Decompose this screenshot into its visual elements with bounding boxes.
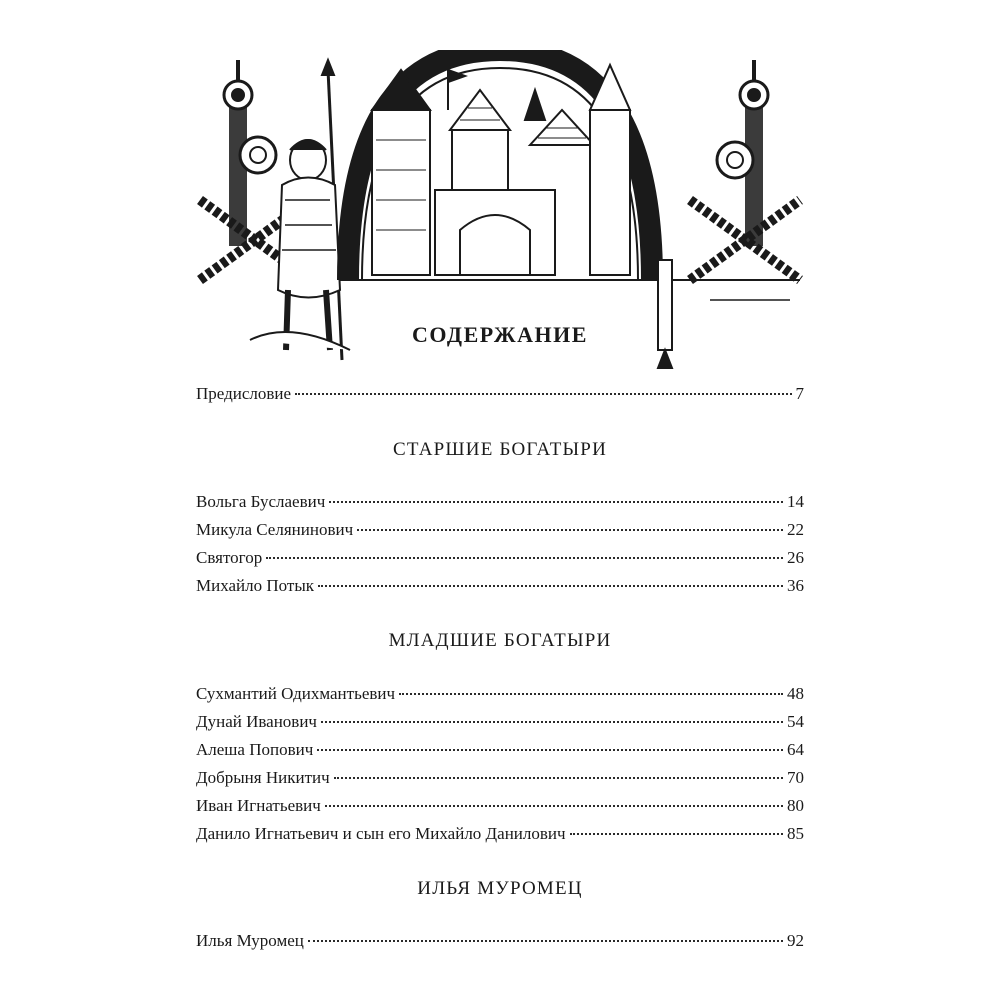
toc-entry-title: Святогор — [196, 548, 263, 567]
section-heading: ИЛЬЯ МУРОМЕЦ — [417, 878, 583, 899]
toc-entry-title: Микула Селянинович — [196, 520, 354, 539]
section-heading: СТАРШИЕ БОГАТЫРИ — [393, 439, 607, 460]
toc-entry[interactable] — [196, 576, 804, 602]
dot-leader — [318, 584, 783, 587]
dot-leader — [266, 556, 783, 559]
toc-entry-title: Михайло Потык — [196, 576, 315, 595]
toc-entry-title: Данило Игнатьевич и сын его Михайло Данилович — [196, 824, 566, 843]
toc-entry-title: Добрыня Никитич — [196, 768, 330, 787]
toc-entry[interactable] — [196, 824, 804, 850]
toc-entry-title: Алеша Попович — [196, 740, 314, 759]
toc-entry[interactable] — [196, 548, 804, 574]
toc-entry-title: Илья Муромец — [196, 931, 304, 950]
warrior-figure-icon — [250, 60, 350, 360]
toc-entry-page: 54 — [787, 712, 804, 731]
dot-leader — [308, 939, 783, 942]
dot-leader — [325, 804, 783, 807]
toc-entry-title: Предисловие — [196, 384, 292, 403]
section-heading: МЛАДШИЕ БОГАТЫРИ — [388, 630, 612, 651]
toc-entry-page: 80 — [787, 796, 804, 815]
dot-leader — [317, 748, 783, 751]
toc-entry-title: Иван Игнатьевич — [196, 796, 321, 815]
toc-entry-title: Сухмантий Одихмантьевич — [196, 684, 396, 703]
toc-entry[interactable] — [196, 768, 804, 794]
toc-entry-page: 7 — [795, 384, 804, 403]
toc-entry-page: 36 — [787, 576, 804, 595]
dot-leader — [321, 720, 783, 723]
toc-entry[interactable] — [196, 684, 804, 710]
toc-entry[interactable] — [196, 712, 804, 738]
toc-entry-page: 26 — [787, 548, 804, 567]
toc-entry-page: 85 — [787, 824, 804, 843]
toc-entry[interactable] — [196, 931, 804, 957]
dot-leader — [357, 528, 783, 531]
dot-leader — [334, 776, 783, 779]
toc-entry[interactable] — [196, 520, 804, 546]
toc-entry-page: 22 — [787, 520, 804, 539]
toc-entry-title: Дунай Иванович — [196, 712, 317, 731]
toc-entry-page: 70 — [787, 768, 804, 787]
dot-leader — [329, 500, 783, 503]
toc-entry-page: 14 — [787, 492, 804, 511]
toc-entry[interactable] — [196, 740, 804, 766]
toc-entry-title: Вольга Буслаевич — [196, 492, 326, 511]
toc-entry[interactable] — [196, 796, 804, 822]
toc-entry-preface[interactable] — [196, 384, 804, 410]
dot-leader — [399, 692, 783, 695]
page-title: СОДЕРЖАНИЕ — [412, 322, 588, 347]
dot-leader — [295, 392, 791, 395]
toc-entry-page: 64 — [787, 740, 804, 759]
dot-leader — [570, 832, 783, 835]
toc-entry-page: 92 — [787, 931, 804, 950]
toc-entry[interactable] — [196, 492, 804, 518]
toc-entry-page: 48 — [787, 684, 804, 703]
